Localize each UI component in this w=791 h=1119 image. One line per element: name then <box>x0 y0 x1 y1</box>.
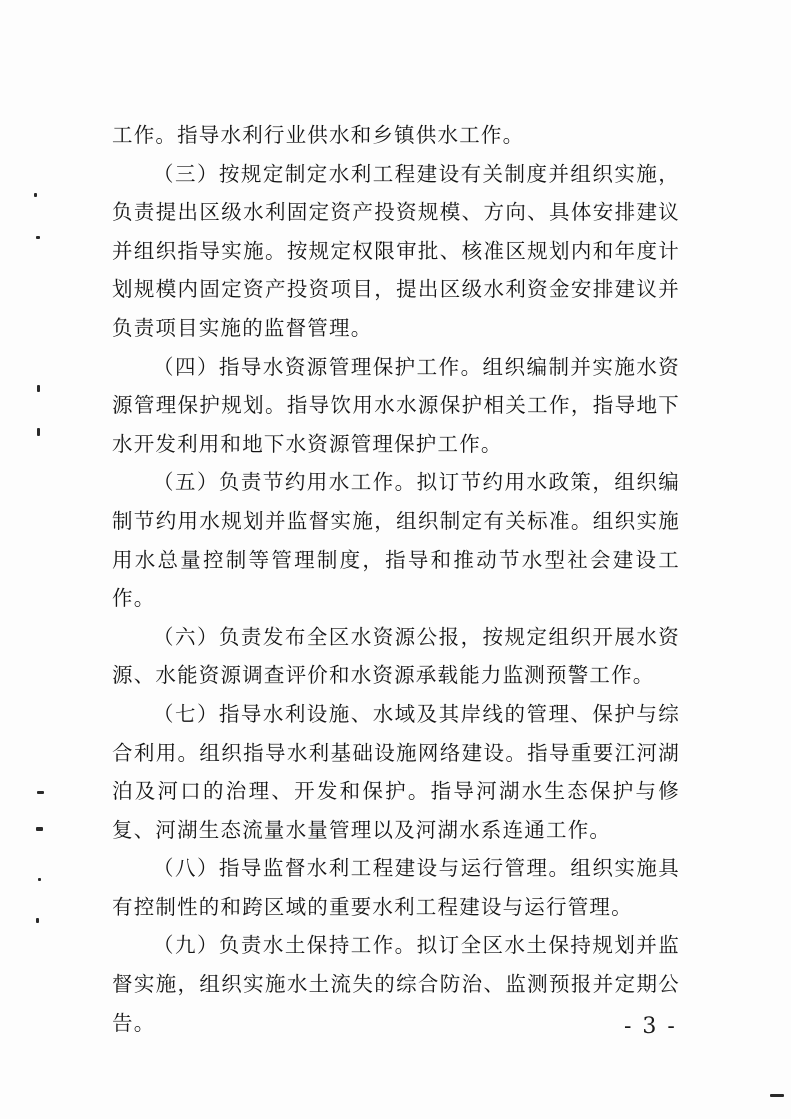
paragraph-item-6: （六）负责发布全区水资源公报，按规定组织开展水资源、水能资源调查评价和水资源承载能力监测预警工作。 <box>112 624 680 688</box>
scan-artifact <box>37 791 44 794</box>
scan-artifact <box>37 428 40 436</box>
scan-artifact <box>34 193 37 197</box>
scan-artifact <box>38 878 41 881</box>
paragraph-item-4: （四）指导水资源管理保护工作。组织编制并实施水资源管理保护规划。指导饮用水水源保护相关工作，指导地下水开发利用和地下水资源管理保护工作。 <box>112 354 680 456</box>
scan-artifact <box>37 385 40 392</box>
paragraph-item-9: （九）负责水土保持工作。拟订全区水土保持规划并监督实施，组织实施水土流失的综合防治、监测预报并定期公告。 <box>112 933 680 1035</box>
document-body <box>112 116 680 1042</box>
scan-artifact <box>36 827 43 831</box>
scan-artifact <box>770 1094 784 1097</box>
page-number: - 3 - <box>624 1014 677 1039</box>
paragraph-item-5: （五）负责节约用水工作。拟订节约用水政策，组织编制节约用水规划并监督实施，组织制定有关标准。组织实施用水总量控制等管理制度，指导和推动节水型社会建设工作。 <box>112 470 680 611</box>
scan-artifact <box>36 918 39 923</box>
paragraph-item-3: （三）按规定制定水利工程建设有关制度并组织实施，负责提出区级水利固定资产投资规模、方向、具体安排建议并组织指导实施。按规定权限审批、核准区规划内和年度计划规模内固定资产投资项目，提出区级水利资金安排建议并负责项目实施的监督管理。 <box>112 161 680 340</box>
paragraph-item-8: （八）指导监督水利工程建设与运行管理。组织实施具有控制性的和跨区域的重要水利工程建设与运行管理。 <box>112 856 680 919</box>
paragraph-item-7: （七）指导水利设施、水域及其岸线的管理、保护与综合利用。组织指导水利基础设施网络建设。指导重要江河湖泊及河口的治理、开发和保护。指导河湖水生态保护与修复、河湖生态流量水量管理以及河湖水系连通工作。 <box>112 701 680 842</box>
paragraph-continuation: 工作。指导水利行业供水和乡镇供水工作。 <box>112 123 525 147</box>
scan-artifact <box>36 236 40 239</box>
